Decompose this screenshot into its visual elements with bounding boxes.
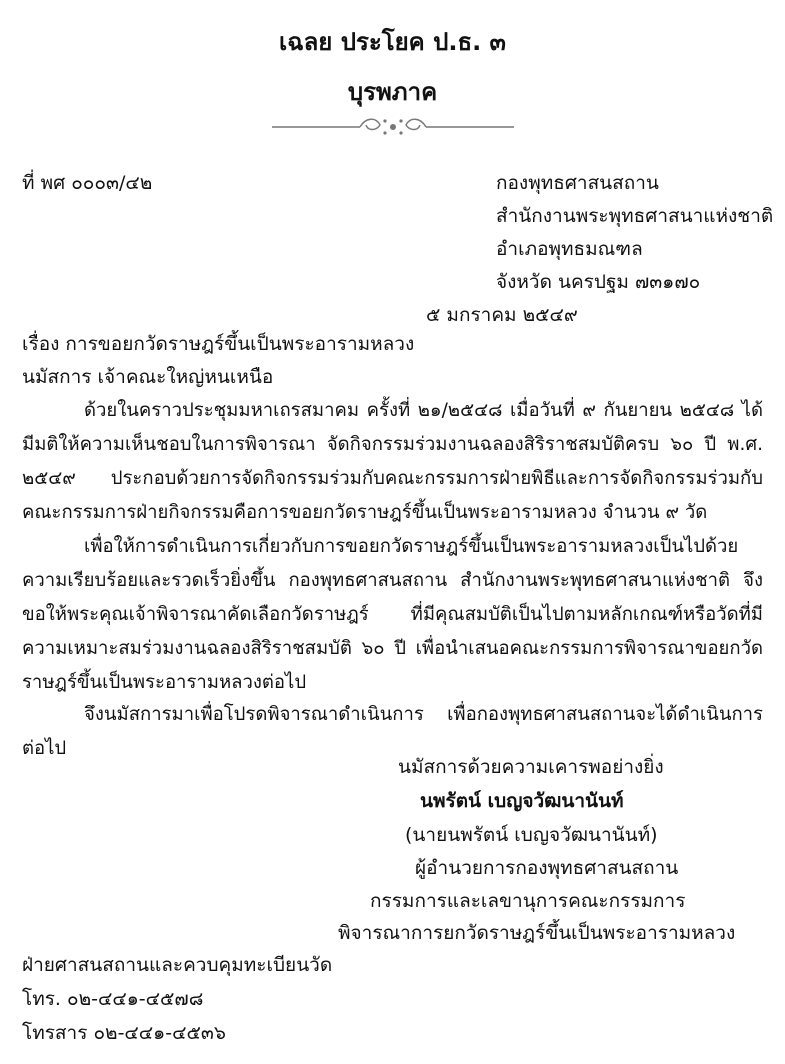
ornament-divider [268, 115, 518, 139]
sender-address-line: สำนักงานพระพุทธศาสนาแห่งชาติ [496, 205, 774, 227]
letter-date: ๕ มกราคม ๒๕๔๙ [426, 304, 578, 326]
body-paragraph: เพื่อให้การดำเนินการเกี่ยวกับการขอยกวัดราษฎร์ขึ้นเป็นพระอารามหลวงเป็นไปด้วยความเรียบร้อยและรวดเร็วยิ่งขึ้น กองพุทธศาสนสถาน สำนักงานพระพุทธศาสนาแห่งชาติ จึงขอให้พระคุณเจ้าพิจารณาคัดเลือกวัดราษฎร์ ที่มีคุณสมบัติเป็นไปตามหลักเกณฑ์หรือวัดที่มีความเหมาะสมร่วมงานฉลองสิริราชสมบัติ ๖๐ ปี เพื่อนำเสนอคณะกรรมการพิจารณาขอยกวัดราษฎร์ขึ้นเป็นพระอารามหลวงต่อไป [22, 536, 763, 693]
signer-title: ผู้อำนวยการกองพุทธศาสนสถาน [415, 857, 679, 879]
letter-salutation: นมัสการ เจ้าคณะใหญ่หนเหนือ [22, 366, 274, 388]
signer-title: กรรมการและเลขานุการคณะกรรมการ [370, 890, 686, 912]
footer-phone: โทร. ๐๒-๔๔๑-๔๕๗๘ [22, 988, 204, 1010]
signer-title: พิจารณาการยกวัดราษฎร์ขึ้นเป็นพระอารามหลวง [338, 922, 736, 944]
footer-department: ฝ่ายศาสนสถานและควบคุมทะเบียนวัด [22, 954, 333, 976]
signer-full-name: (นายนพรัตน์ เบญจวัฒนานันท์) [405, 824, 658, 846]
footer-fax: โทรสาร ๐๒-๔๔๑-๔๕๓๖ [22, 1022, 226, 1044]
page-subtitle: บุรพภาค [347, 78, 438, 106]
sender-address-line: อำเภอพุทธมณฑล [496, 238, 643, 260]
reference-number: ที่ พศ ๐๐๐๓/๔๒ [22, 172, 153, 194]
body-paragraph: ด้วยในคราวประชุมมหาเถรสมาคม ครั้งที่ ๒๑/๒๕๔๘ เมื่อวันที่ ๙ กันยายน ๒๕๔๘ ได้มีมติให้ความเห็นชอบในการพิจารณา จัดกิจกรรมร่วมงานฉลองสิริราชสมบัติครบ ๖๐ ปี พ.ศ. ๒๕๔๙ ประกอบด้วยการจัดกิจกรรมร่วมกับคณะกรรมการฝ่ายพิธีและการจัดกิจกรรมร่วมกับคณะกรรมการฝ่ายกิจกรรมคือการขอยกวัดราษฎร์ขึ้นเป็นพระอารามหลวง จำนวน ๙ วัด [22, 400, 763, 523]
body-paragraph: จึงนมัสการมาเพื่อโปรดพิจารณาดำเนินการ เพื่อกองพุทธศาสนสถานจะได้ดำเนินการต่อไป [22, 704, 763, 759]
closing-phrase: นมัสการด้วยความเคารพอย่างยิ่ง [398, 756, 664, 778]
sender-address-line: จังหวัด นครปฐม ๗๓๑๗๐ [496, 271, 701, 293]
sender-address-line: กองพุทธศาสนสถาน [496, 172, 659, 194]
letter-subject: เรื่อง การขอยกวัดราษฎร์ขึ้นเป็นพระอารามหลวง [22, 333, 415, 355]
signer-name: นพรัตน์ เบญจวัฒนานันท์ [420, 790, 624, 812]
page-title: เฉลย ประโยค ป.ธ. ๓ [279, 28, 506, 56]
